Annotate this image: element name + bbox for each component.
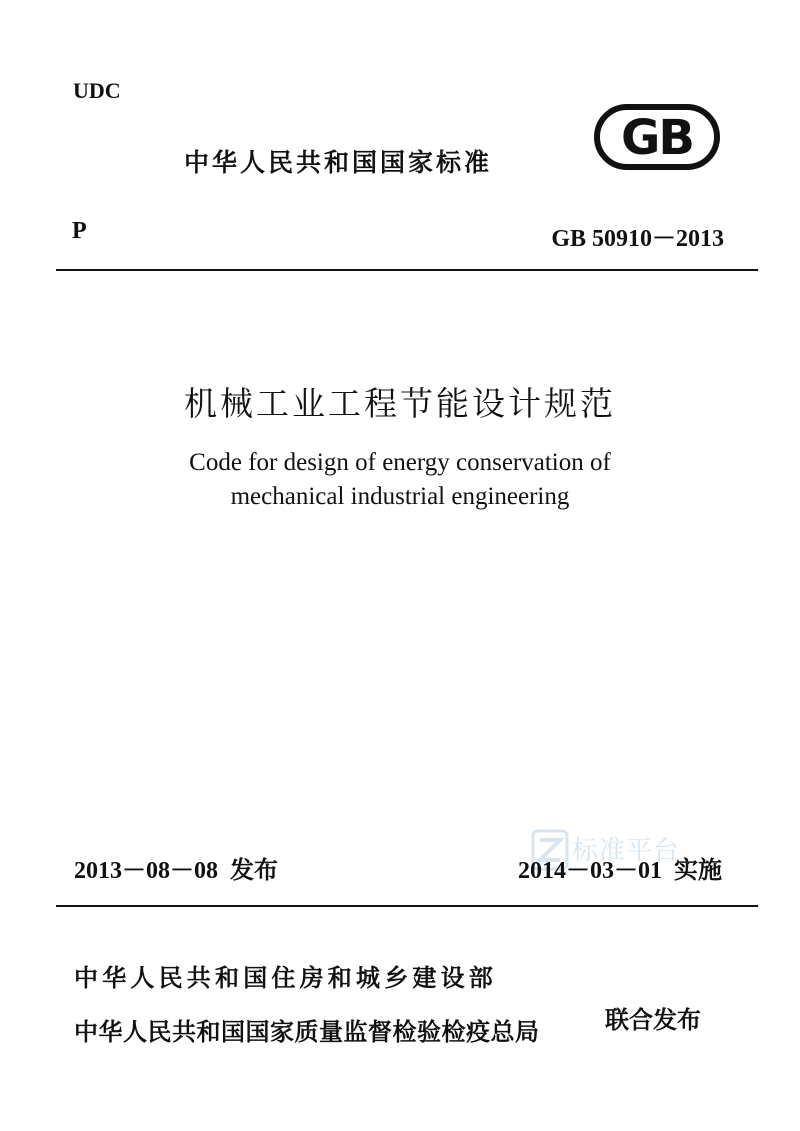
issue-date: [74, 850, 278, 885]
udc-label: UDC: [73, 78, 121, 103]
svg-text:GB: GB: [621, 110, 693, 166]
gb-logo: [594, 104, 720, 170]
standard-code: GB 50910－2013: [551, 226, 724, 252]
top-divider: [56, 269, 758, 271]
bottom-divider: [56, 905, 758, 907]
joint-issue-label: 联合发布: [605, 1006, 701, 1034]
implementation-date: [518, 850, 722, 885]
watermark-text: 标准平台: [572, 836, 681, 866]
issue-date-value: 2013－08－08: [74, 858, 218, 884]
category-code: P: [72, 218, 87, 244]
gb-logo-icon: [594, 104, 720, 170]
standard-type-title: 中华人民共和国国家标准: [184, 148, 493, 177]
implementation-date-value: 2014－03－01: [518, 858, 662, 884]
title-english: [0, 446, 800, 514]
title-english-line2: mechanical industrial engineering: [230, 483, 570, 510]
title-chinese: 机械工业工程节能设计规范: [184, 384, 616, 423]
implementation-date-label: 实施: [674, 856, 722, 884]
issue-date-label: 发布: [230, 856, 278, 884]
issuer-aqsiq: 中华人民共和国国家质量监督检验检疫总局: [74, 1018, 540, 1046]
title-english-line1: Code for design of energy conservation of: [189, 449, 611, 476]
issuer-ministry-housing: 中华人民共和国住房和城乡建设部: [74, 964, 497, 992]
